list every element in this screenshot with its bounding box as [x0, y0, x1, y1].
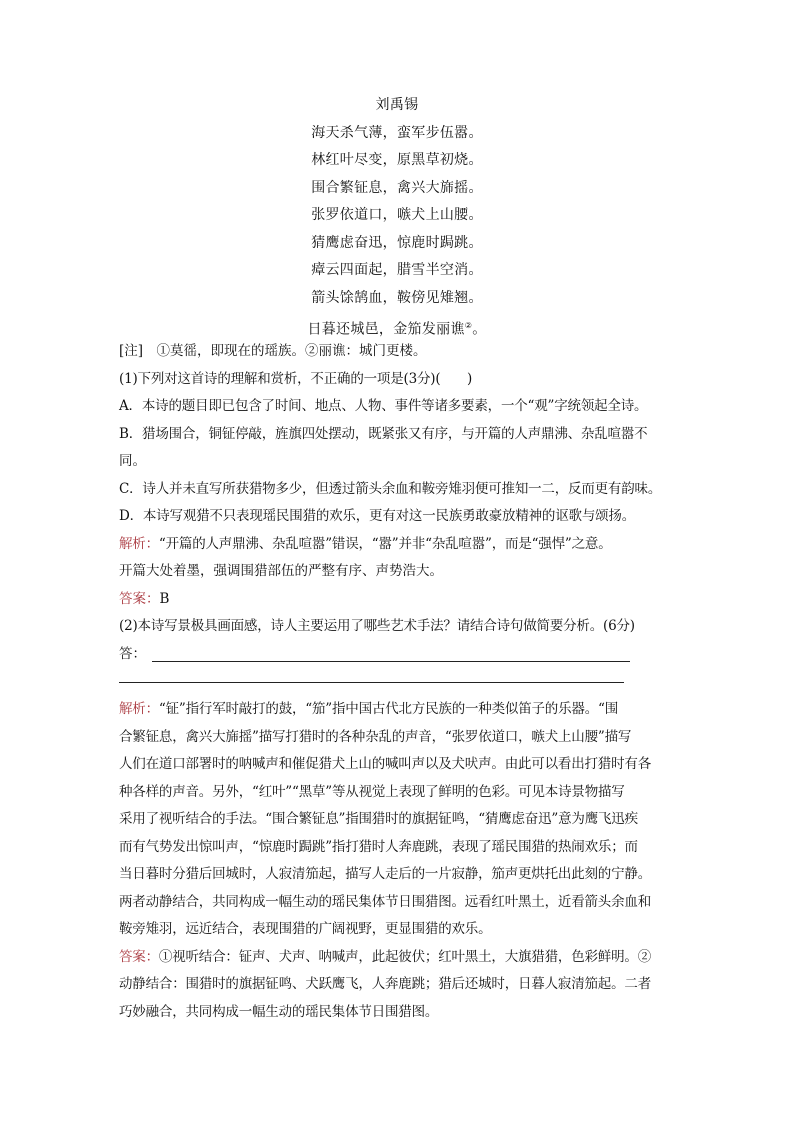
q2-analysis-line: 鞍旁雉羽，远近结合，表现围猎的广阔视野，更显围猎的欢乐。 — [119, 921, 492, 937]
poem-line: 围合繁钲息，禽兴大旆摇。 — [311, 179, 483, 196]
analysis-label: 解析： — [119, 701, 159, 717]
q1-answer — [119, 586, 679, 614]
q2-answer — [119, 944, 679, 972]
q2-analysis-line: 当日暮时分猎后回城时，人寂清笳起，描写人走后的一片寂静，笳声更烘托出此刻的宁静。 — [119, 866, 651, 882]
q1-stem: (1)下列对这首诗的理解和赏析，不正确的一项是(3分)( ) — [119, 370, 473, 387]
poem — [0, 92, 794, 340]
poem-line: 林红叶尽变，原黑草初烧。 — [311, 152, 483, 168]
poem-line-last-text: 日暮还城邑，金笳发丽谯 — [307, 321, 465, 338]
q1-option-b-cont: 同。 — [119, 453, 146, 469]
poem-line-last-end: 。 — [472, 321, 487, 338]
q2-analysis-line: 而有气势发出惊叫声，“惊鹿时跼跳”指打猎时人奔鹿跳，表现了瑶民围猎的热闹欢乐；而 — [119, 838, 638, 855]
answer-label: 答案： — [119, 590, 160, 607]
q2-answer-line: 动静结合：围猎时的旗据钲鸣、犬跃鹰飞，人奔鹿跳；猎后还城时，日暮人寂清笳起。二者 — [119, 976, 651, 992]
answer-blank-line-2[interactable] — [119, 668, 624, 683]
q1-option-b: B．猎场围合，铜钲停敲，旌旗四处摆动，既紧张又有序，与开篇的人声鼎沸、杂乱喧嚣不 — [119, 425, 648, 442]
q1-option-d: D．本诗写观猎不只表现瑶民围猎的欢乐，更有对这一民族勇敢豪放精神的讴歌与颂扬。 — [119, 508, 636, 524]
footnote-marker: ② — [464, 321, 473, 330]
poem-line: 海天杀气薄，蛮军步伍嚣。 — [311, 124, 483, 141]
poem-line: 瘴云四面起，腊雪半空消。 — [311, 262, 483, 278]
q2-analysis — [119, 696, 679, 724]
analysis-label: 解析： — [119, 535, 159, 552]
q2-analysis-text: “钲”指行军时敲打的鼓，“笳”指中国古代北方民族的一种类似笛子的乐器。“围 — [158, 701, 619, 717]
q2-analysis-line: 人们在道口部署时的呐喊声和催促猎犬上山的喊叫声以及犬吠声。由此可以看出打猎时有各 — [119, 756, 651, 772]
q2-analysis-line: 合繁钲息，禽兴大旆摇”描写打猎时的各种杂乱的声音，“张罗依道口，嗾犬上山腰”描写 — [119, 728, 632, 745]
q1-analysis-cont: 开篇大处着墨，强调围猎部伍的严整有序、声势浩大。 — [119, 563, 443, 579]
q2-analysis-line: 采用了视听结合的手法。“围合繁钲息”指围猎时的旗据钲鸣，“猜鹰虑奋迅”意为鹰飞迅疾 — [119, 811, 638, 827]
poem-line: 猜鹰虑奋迅，惊鹿时跼跳。 — [311, 234, 483, 251]
poem-line: 箭头馀鹄血，鞍傍见雉翘。 — [311, 289, 483, 306]
q2-analysis-line: 种各样的声音。另外，“红叶”“黑草”等从视觉上表现了鲜明的色彩。可见本诗景物描写 — [119, 783, 625, 800]
q1-answer-value: B — [159, 590, 170, 607]
q2-answer-line: 巧妙融合，共同构成一幅生动的瑶民集体节日围猎图。 — [119, 1003, 439, 1020]
poem-line-last — [0, 312, 794, 340]
q1-analysis-text: “开篇的人声鼎沸、杂乱喧嚣”错误，“嚣”并非“杂乱喧嚣”，而是“强悍”之意。 — [158, 535, 612, 552]
poem-author: 刘禹锡 — [375, 97, 419, 113]
poem-note: [注] ①莫徭，即现在的瑶族。②丽谯：城门更楼。 — [119, 343, 427, 359]
question-section — [119, 338, 679, 1026]
q2-analysis-line: 两者动静结合，共同构成一幅生动的瑶民集体节日围猎图。远看红叶黑土，近看箭头余血和 — [119, 893, 651, 910]
answer-prefix: 答： — [119, 645, 146, 662]
answer-label: 答案： — [119, 948, 159, 965]
q2-answer-line — [119, 641, 679, 669]
q2-stem: (2)本诗写景极具画面感，诗人主要运用了哪些艺术手法？请结合诗句做简要分析。(6分) — [119, 618, 635, 634]
q1-analysis — [119, 531, 679, 559]
q1-option-a: A．本诗的题目即已包含了时间、地点、人物、事件等诸多要素，一个“观”字统领起全诗。 — [119, 398, 648, 414]
poem-line: 张罗依道口，嗾犬上山腰。 — [311, 207, 483, 223]
answer-blank-line[interactable] — [152, 647, 630, 662]
q1-option-c: C．诗人并未直写所获猎物多少，但透过箭头余血和鞍旁雉羽便可推知一二，反而更有韵味。 — [119, 480, 662, 497]
q2-answer-text: ①视听结合：钲声、犬声、呐喊声，此起彼伏；红叶黑土，大旗猎猎，色彩鲜明。② — [158, 948, 652, 965]
